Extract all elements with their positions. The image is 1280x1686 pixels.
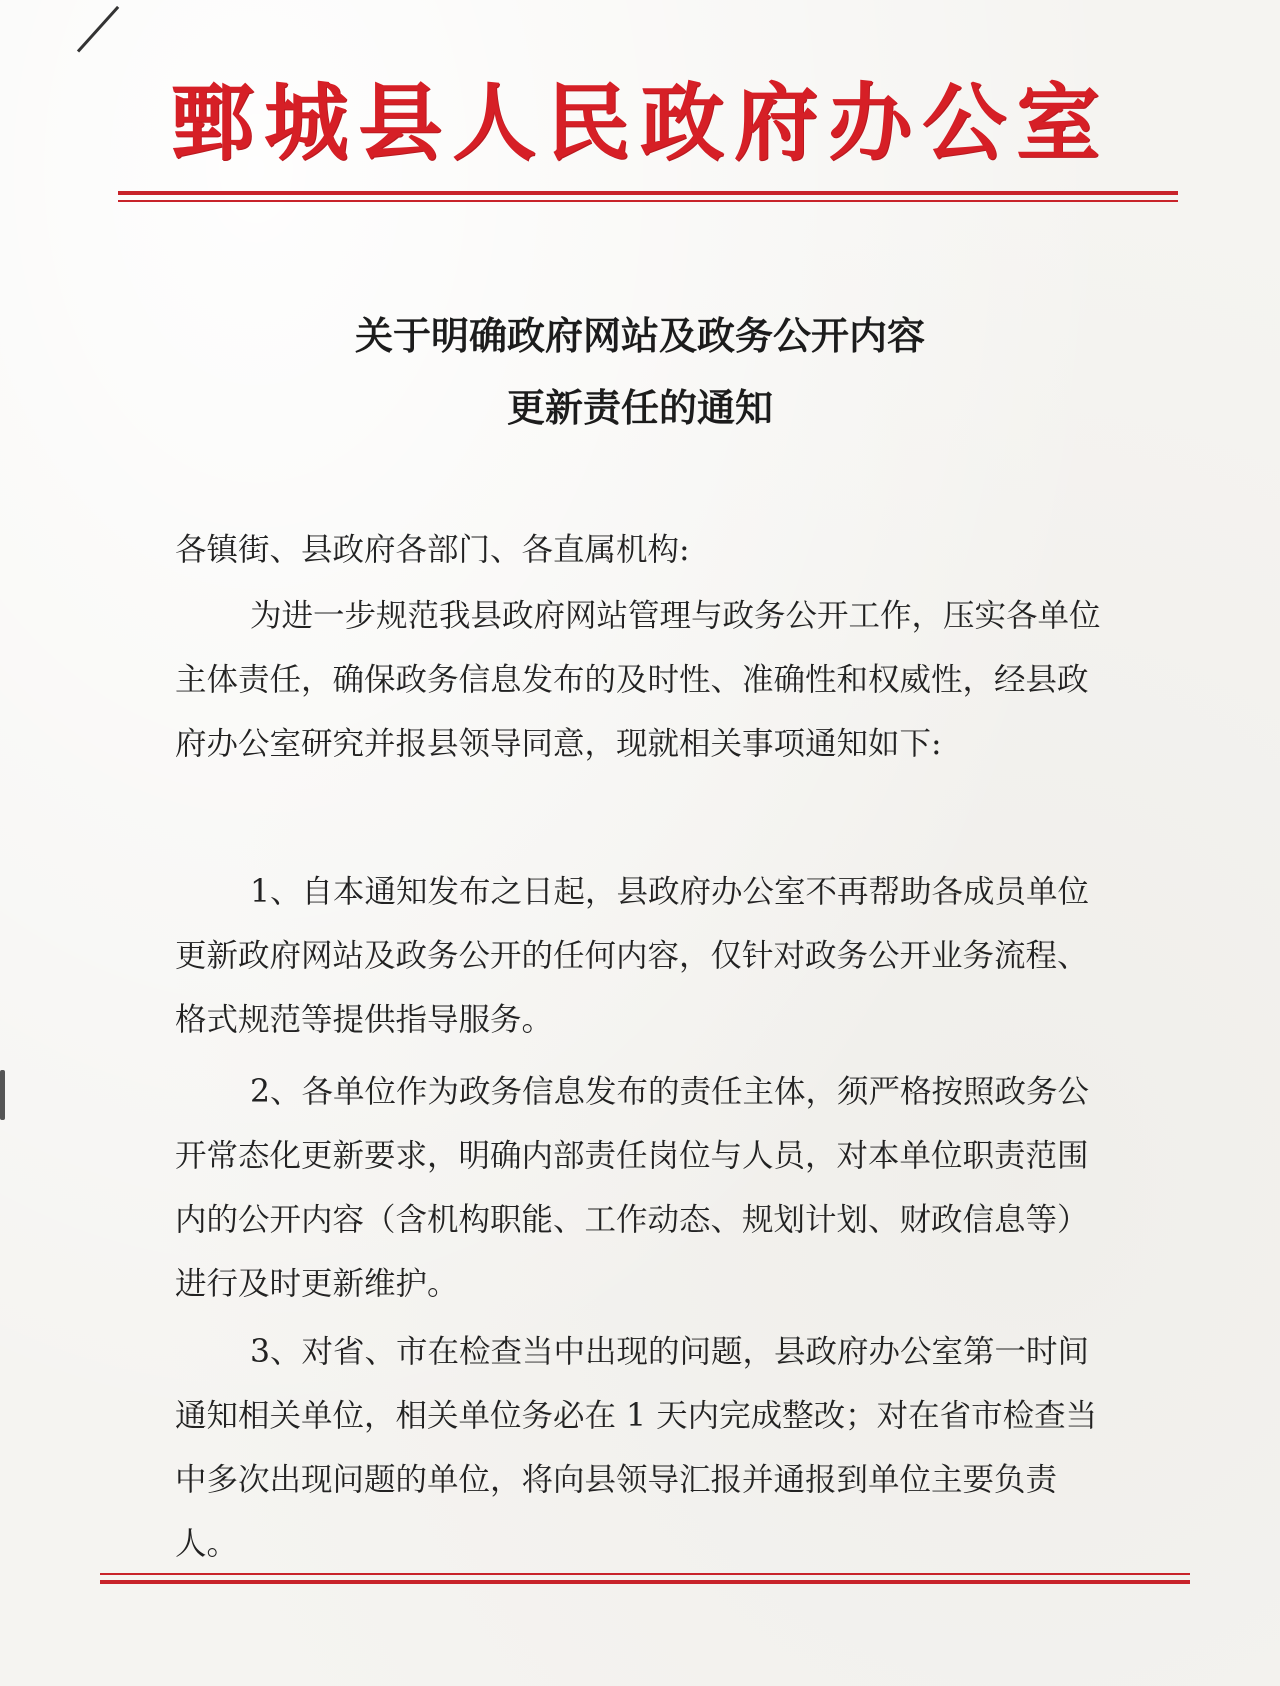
document-title-line-2: 更新责任的通知 xyxy=(506,385,773,430)
footer-rule-thick xyxy=(100,1580,1190,1584)
issuer-masthead: 鄄城县人民政府办公室 xyxy=(169,73,1110,172)
scan-edge-mark xyxy=(0,1070,5,1120)
addressee: 各镇街、县政府各部门、各直属机构: xyxy=(175,532,690,568)
masthead-rule-thin xyxy=(118,200,1178,202)
masthead-rule-thick xyxy=(118,191,1178,195)
paragraph-item-1: 1、自本通知发布之日起，县政府办公室不再帮助各成员单位更新政府网站及政务公开的任何内容，仅针对政务公开业务流程、格式规范等提供指导服务。 xyxy=(175,874,1090,1038)
paragraph-intro: 为进一步规范我县政府网站管理与政务公开工作，压实各单位主体责任，确保政务信息发布的及时性、准确性和权威性，经县政府办公室研究并报县领导同意，现就相关事项通知如下: xyxy=(175,598,1101,762)
footer-rule-thin xyxy=(100,1573,1190,1575)
pen-stroke-mark xyxy=(77,6,119,53)
document-title-line-1: 关于明确政府网站及政务公开内容 xyxy=(354,313,925,358)
paragraph-item-2: 2、各单位作为政务信息发布的责任主体，须严格按照政务公开常态化更新要求，明确内部责任岗位与人员，对本单位职责范围内的公开内容（含机构职能、工作动态、规划计划、财政信息等）进行及时更新维护。 xyxy=(175,1074,1090,1302)
paragraph-item-3: 3、对省、市在检查当中出现的问题，县政府办公室第一时间通知相关单位，相关单位务必在 1 天内完成整改；对在省市检查当中多次出现问题的单位，将向县领导汇报并通报到单位主要负责人。 xyxy=(175,1334,1098,1562)
